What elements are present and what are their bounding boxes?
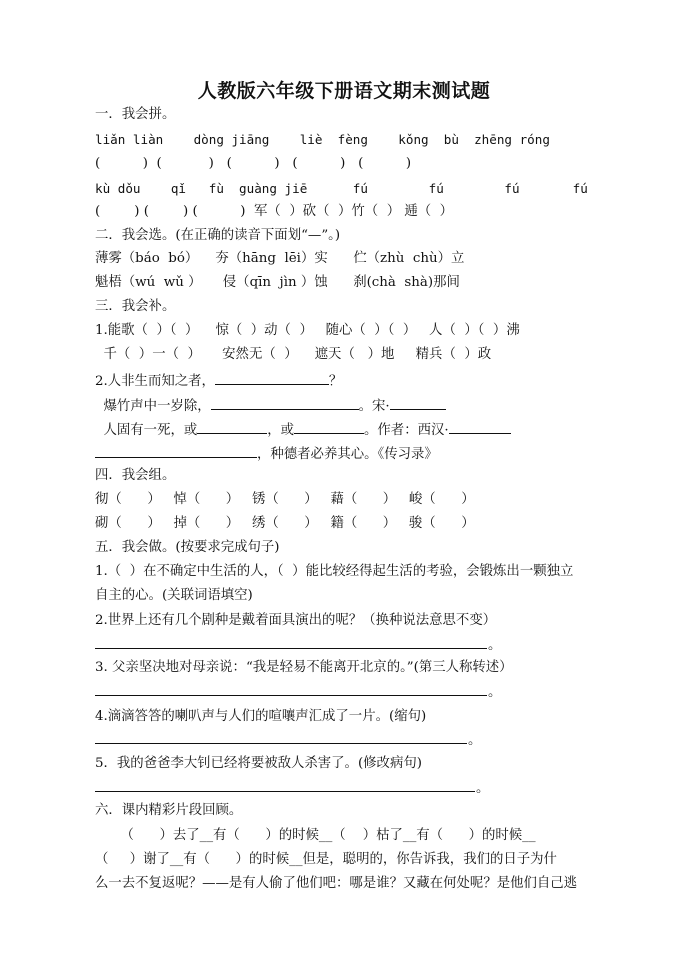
quote-text: 2.人非生而知之者，	[95, 374, 215, 389]
pinyin-row-2: kù dǒu qǐ fù guàng jiē fú fú fú fú	[95, 181, 588, 196]
pinyin-row-1: liǎn liàn dòng jiāng liè fèng kǒng bù zhēng róng	[95, 132, 550, 147]
sentence-task-1-cont: 自主的心。(关联词语填空)	[95, 588, 253, 603]
period-mark: 。	[488, 638, 502, 653]
quote-text: ，或	[267, 423, 295, 438]
word-group-row-1: 彻（ ） 悼（ ） 锈（ ） 藉（ ） 峻（ ）	[95, 492, 475, 507]
sentence-task-3: 3. 父亲坚决地对母亲说：“我是轻易不能离开北京的。”(第三人称转述）	[95, 660, 513, 675]
section-4-heading: 四．我会组。	[95, 468, 176, 483]
quote-text: 。作者：西汉·	[364, 423, 449, 438]
section-6-heading: 六．课内精彩片段回顾。	[95, 803, 243, 818]
sentence-task-1: 1.（ ）在不确定中生活的人，（ ）能比较经得起生活的考验，会锻炼出一颗独立	[95, 564, 574, 579]
answer-brackets-row-1: ( ) ( ) ( ) ( ) ( )	[95, 156, 412, 171]
answer-line	[95, 743, 467, 744]
answer-blank	[215, 370, 329, 385]
word-group-row-2: 砌（ ） 掉（ ） 绣（ ） 籍（ ） 骏（ ）	[95, 516, 475, 531]
sentence-task-5: 5．我的爸爸李大钊已经将要被敌人杀害了。(修改病句)	[95, 756, 422, 771]
section-3-heading: 三．我会补。	[95, 299, 176, 314]
pronunciation-row-1: 薄雾（báo bó） 夯（hāng lēi）实 伫（zhù chù）立	[95, 251, 465, 266]
passage-line-3: 么一去不复返呢？——是有人偷了他们吧：哪是谁？又藏在何处呢？是他们自己逃	[95, 876, 578, 891]
pronunciation-row-2: 魁梧（wú wǔ ） 侵（qīn jìn ）蚀 刹(chà shà)那间	[95, 275, 460, 290]
section-1-heading: 一．我会拼。	[95, 107, 176, 122]
exam-title: 人教版六年级下册语文期末测试题	[197, 80, 491, 102]
period-mark: 。	[476, 781, 490, 796]
answer-line	[95, 648, 487, 649]
idiom-row-2: 千（ ）一（ ） 安然无（ ） 遮天（ ）地 精兵（ ）政	[95, 347, 492, 362]
answer-blank	[95, 443, 257, 458]
quote-text: ，种德者必养其心。《传习录》	[257, 447, 438, 462]
answer-blank	[390, 395, 446, 410]
quote-text: 。宋·	[358, 399, 390, 414]
idiom-row-1: 1.能歌（ ）（ ） 惊（ ）动（ ） 随心（ ）（ ） 人（ ）（ ）沸	[95, 323, 520, 338]
sentence-task-2: 2.世界上还有几个剧种是戴着面具演出的呢？（换种说法意思不变）	[95, 613, 497, 628]
quote-question-2	[95, 395, 446, 416]
section-2-heading: 二．我会选。(在正确的读音下面划“—”。)	[95, 228, 341, 243]
answer-brackets-row-2: ( ) ( ) ( ) 军（ ）砍（ ）竹（ ） 逓（ ）	[95, 204, 454, 219]
answer-line	[95, 695, 487, 696]
answer-blank	[449, 419, 511, 434]
period-mark: 。	[488, 685, 502, 700]
quote-text: 爆竹声中一岁除，	[95, 399, 211, 414]
answer-line	[95, 791, 475, 792]
quote-text: 人固有一死，或	[95, 423, 198, 438]
answer-blank	[197, 419, 267, 434]
sentence-task-4: 4.滴滴答答的喇叭声与人们的喧嚷声汇成了一片。(缩句)	[95, 709, 427, 724]
quote-question-1	[95, 370, 342, 391]
answer-blank	[294, 419, 364, 434]
period-mark: 。	[468, 733, 482, 748]
passage-line-2: （ ）谢了__有（ ）的时候__但是，聪明的，你告诉我，我们的日子为什	[95, 852, 557, 867]
answer-blank	[211, 395, 359, 410]
quote-question-4	[95, 443, 438, 464]
passage-line-1: （ ）去了__有（ ）的时候__（ ）枯了__有（ ）的时候__	[95, 828, 536, 843]
section-5-heading: 五．我会做。(按要求完成句子)	[95, 540, 280, 555]
quote-text: ？	[328, 374, 343, 389]
quote-question-3	[95, 419, 511, 440]
